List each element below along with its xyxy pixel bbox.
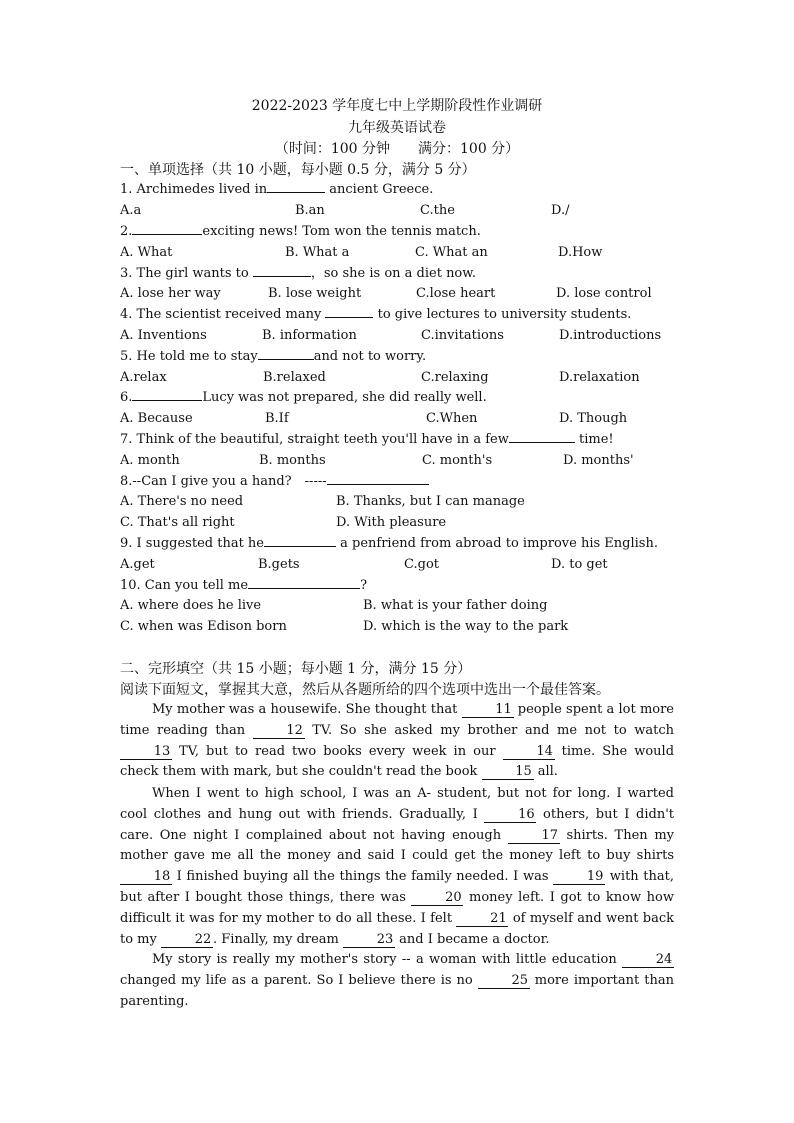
question-2 <box>120 222 481 242</box>
q6-option-c: C.When <box>426 411 478 426</box>
cloze-blank-15: 15 <box>482 765 534 780</box>
question-9-text-b: a penfriend from abroad to improve his English. <box>340 536 658 551</box>
q7-option-a: A. month <box>120 453 180 468</box>
question-5 <box>120 347 426 367</box>
answer-blank <box>264 534 336 547</box>
cloze-blank-11: 11 <box>462 703 514 718</box>
q6-option-d: D. Though <box>559 411 628 426</box>
answer-blank <box>325 305 373 318</box>
paragraph-text: others, but I didn't care. One night I complained about not having enough <box>120 806 675 843</box>
cloze-blank-21: 21 <box>456 912 508 927</box>
paragraph-text: changed my life as a parent. So I believe there is no <box>120 972 473 988</box>
q8-option-a: A. There's no need <box>120 494 244 509</box>
cloze-paragraph-3 <box>120 950 674 1012</box>
q7-option-d: D. months' <box>563 453 634 468</box>
cloze-blank-23: 23 <box>343 933 395 948</box>
question-8-text-a: 8.--Can I give you a hand? ----- <box>120 474 327 489</box>
paragraph-text: . Finally, my dream <box>213 931 339 947</box>
q3-option-d: D. lose control <box>556 286 652 301</box>
question-7 <box>120 430 614 450</box>
q10-option-c: C. when was Edison born <box>120 619 287 634</box>
q8-option-c: C. That's all right <box>120 515 235 530</box>
question-9 <box>120 534 658 554</box>
q10-option-a: A. where does he live <box>120 598 262 613</box>
paragraph-text: money left. I got to know how difficult it was for my mother to do all these. I felt <box>120 889 675 926</box>
exam-subtitle: 九年级英语试卷 <box>348 120 446 136</box>
q5-option-d: D.relaxation <box>559 370 640 385</box>
q9-option-d: D. to get <box>551 557 608 572</box>
paragraph-text: all. <box>537 764 558 780</box>
question-6-text-b: Lucy was not prepared, she did really well. <box>202 390 487 405</box>
q10-option-d: D. which is the way to the park <box>363 619 569 634</box>
paragraph-text: TV, but to read two books every week in our <box>179 743 496 759</box>
q7-option-c: C. month's <box>422 453 493 468</box>
q9-option-c: C.got <box>404 557 439 572</box>
paragraph-text: with that, but after I bought those things, there was <box>120 869 675 905</box>
q9-option-b: B.gets <box>258 557 300 572</box>
q6-option-a: A. Because <box>120 411 193 426</box>
exam-title: 2022-2023 学年度七中上学期阶段性作业调研 <box>251 98 543 114</box>
paragraph-text: I finished buying all the things the family needed. I was <box>176 869 549 885</box>
cloze-blank-24: 24 <box>622 953 674 968</box>
paragraph-text: people spent a lot more time reading than <box>120 702 674 738</box>
paragraph-text: time. She would check them with mark, but she couldn't read the book <box>120 743 675 780</box>
section1-heading: 一、单项选择（共 10 小题，每小题 0.5 分，满分 5 分） <box>120 162 476 178</box>
q4-option-c: C.invitations <box>421 328 504 343</box>
q1-option-d: D./ <box>551 203 570 218</box>
paragraph-text: My story is really my mother's story -- a woman with little education <box>152 952 617 967</box>
question-2-text-a: 2. <box>120 224 133 239</box>
question-4-text-b: to give lectures to university students. <box>377 307 632 322</box>
q2-option-b: B. What a <box>285 245 350 260</box>
question-3 <box>120 264 476 284</box>
question-1-text-b: ancient Greece. <box>329 182 434 197</box>
q2-option-c: C. What an <box>415 245 488 260</box>
q5-option-b: B.relaxed <box>263 370 326 385</box>
answer-blank <box>509 430 575 443</box>
paragraph-text: My mother was a housewife. She thought that <box>152 702 458 717</box>
cloze-paragraph-1 <box>120 700 674 783</box>
exam-info: （时间：100 分钟 满分：100 分） <box>274 141 520 157</box>
paragraph-text: more important than parenting. <box>120 972 674 1009</box>
q3-option-c: C.lose heart <box>416 286 496 301</box>
cloze-blank-12: 12 <box>253 724 305 739</box>
question-7-text-a: 7. Think of the beautiful, straight teeth you'll have in a few <box>120 432 509 447</box>
question-10-text-b: ? <box>360 578 368 593</box>
q6-option-b: B.If <box>265 411 289 426</box>
q8-option-b: B. Thanks, but I can manage <box>336 494 525 509</box>
cloze-blank-18: 18 <box>120 870 172 885</box>
section2-instruction: 阅读下面短文，掌握其大意，然后从各题所给的四个选项中选出一个最佳答案。 <box>120 682 610 698</box>
q4-option-b: B. information <box>262 328 357 343</box>
question-1-text-a: 1. Archimedes lived in <box>120 182 268 197</box>
question-7-text-b: time! <box>579 432 614 447</box>
cloze-blank-19: 19 <box>553 870 605 885</box>
question-3-text-a: 3. The girl wants to <box>120 266 249 281</box>
q3-option-b: B. lose weight <box>268 286 362 301</box>
q10-option-b: B. what is your father doing <box>363 598 548 613</box>
answer-blank <box>267 180 325 193</box>
question-8 <box>120 472 429 492</box>
question-1 <box>120 180 433 200</box>
cloze-blank-17: 17 <box>508 829 560 844</box>
question-10 <box>120 576 367 596</box>
question-5-text-a: 5. He told me to stay <box>120 349 258 364</box>
paragraph-text: TV. So she asked my brother and me not to watch <box>312 722 674 738</box>
q5-option-c: C.relaxing <box>421 370 489 385</box>
paragraph-text: and I became a doctor. <box>399 931 550 947</box>
question-4-text-a: 4. The scientist received many <box>120 307 322 322</box>
answer-blank <box>253 264 311 277</box>
answer-blank <box>258 347 314 360</box>
cloze-blank-16: 16 <box>484 808 536 823</box>
section2-heading: 二、完形填空（共 15 小题；每小题 1 分，满分 15 分） <box>120 661 472 677</box>
q4-option-a: A. Inventions <box>120 328 207 343</box>
answer-blank <box>132 222 202 235</box>
paragraph-text: When I went to high school, I was an A- student, but not for long. I warted cool clothes and hung out with friends. Gradually, I <box>120 786 674 822</box>
cloze-blank-20: 20 <box>411 891 463 906</box>
q7-option-b: B. months <box>259 453 326 468</box>
question-9-text-a: 9. I suggested that he <box>120 536 264 551</box>
question-3-text-b: ，so she is on a diet now. <box>310 266 476 281</box>
q1-option-b: B.an <box>295 203 325 218</box>
question-4 <box>120 305 631 325</box>
paragraph-text: of myself and went back to my <box>120 910 675 947</box>
q2-option-d: D.How <box>558 245 603 260</box>
answer-blank <box>327 472 429 485</box>
q8-option-d: D. With pleasure <box>336 515 447 530</box>
cloze-blank-22: 22 <box>161 933 213 948</box>
question-10-text-a: 10. Can you tell me <box>120 578 249 593</box>
q5-option-a: A.relax <box>120 370 167 385</box>
q9-option-a: A.get <box>120 557 155 572</box>
q1-option-c: C.the <box>420 203 455 218</box>
q3-option-a: A. lose her way <box>120 286 221 301</box>
answer-blank <box>132 388 202 401</box>
question-5-text-b: and not to worry. <box>313 349 427 364</box>
q1-option-a: A.a <box>120 203 142 218</box>
cloze-blank-14: 14 <box>503 745 555 760</box>
cloze-blank-13: 13 <box>120 745 172 760</box>
answer-blank <box>248 576 360 589</box>
question-2-text-b: exciting news! Tom won the tennis match. <box>202 224 481 239</box>
q4-option-d: D.introductions <box>559 328 662 343</box>
question-6-text-a: 6. <box>120 390 133 405</box>
q2-option-a: A. What <box>120 245 173 260</box>
cloze-paragraph-2 <box>120 784 674 950</box>
cloze-blank-25: 25 <box>478 974 530 989</box>
question-6 <box>120 388 487 408</box>
paragraph-text: shirts. Then my mother gave me all the money and said I could get the money left to buy shirts <box>120 827 674 864</box>
